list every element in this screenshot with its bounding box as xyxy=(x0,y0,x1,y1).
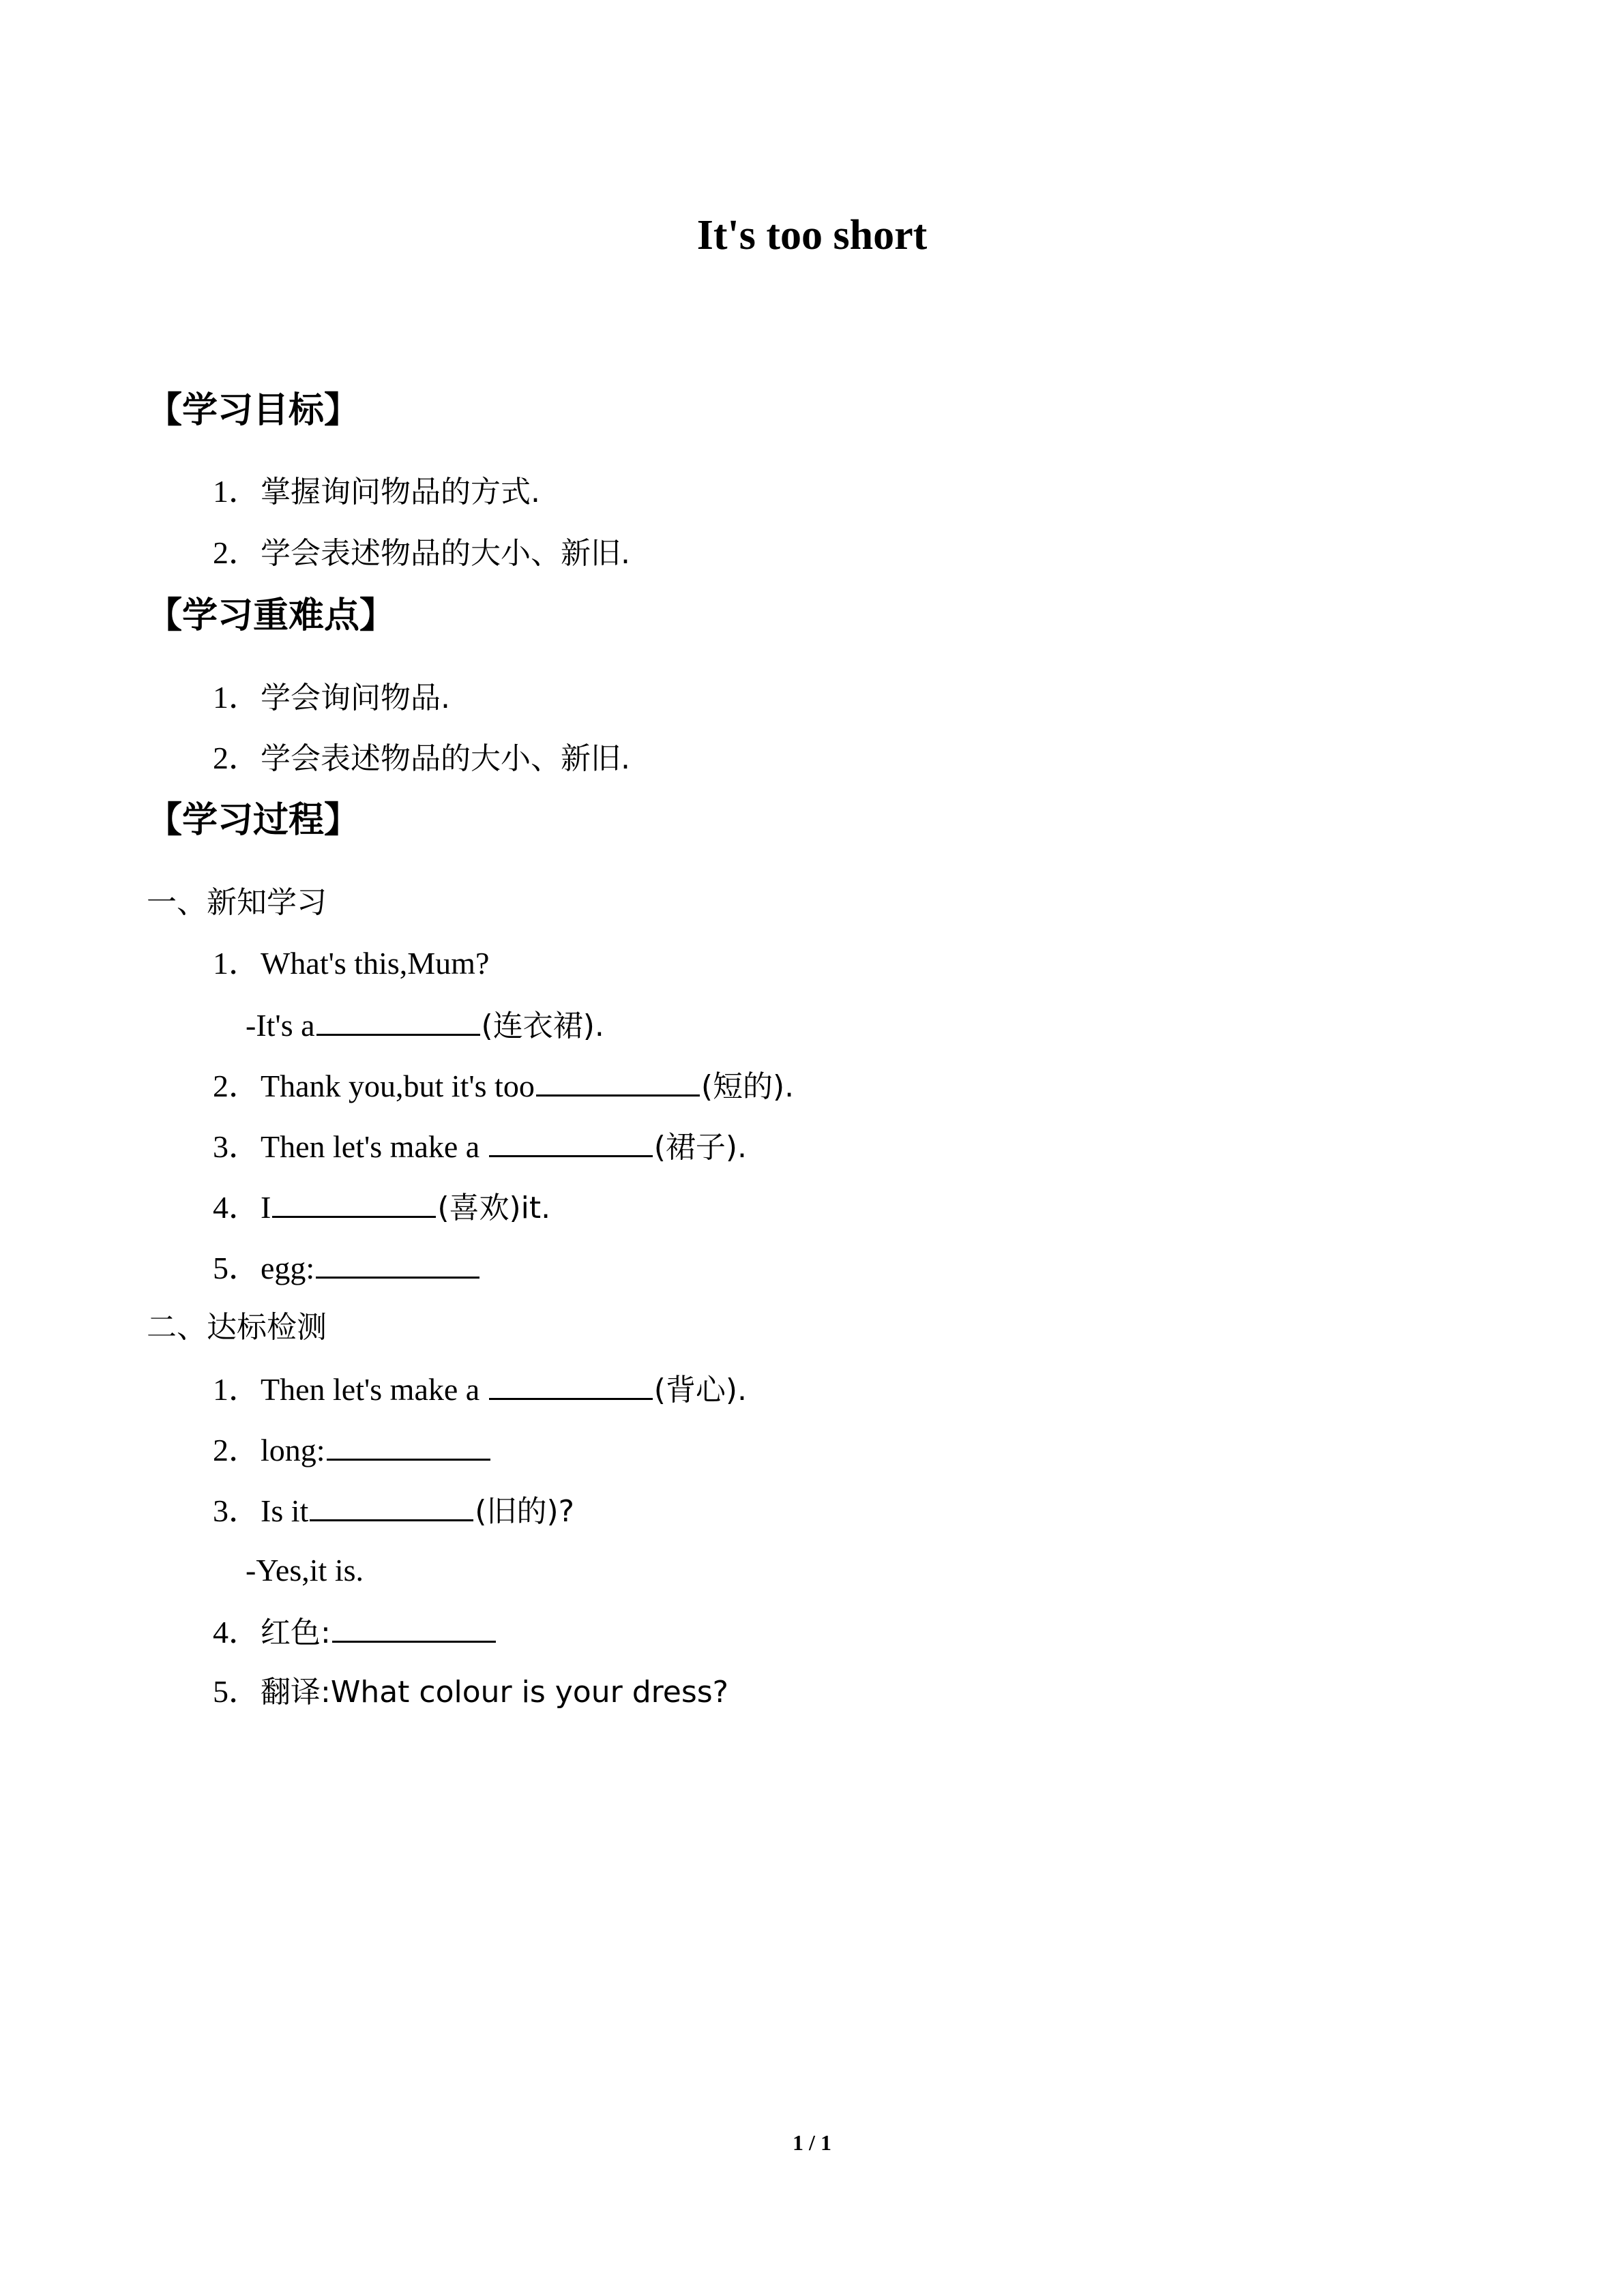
process-heading: 【学习过程】 xyxy=(147,800,360,841)
objective-item-2 xyxy=(213,533,630,574)
item-text: 掌握询问物品的方式. xyxy=(261,475,540,509)
key-point-item-2 xyxy=(213,738,630,779)
question-text: Then let's make a xyxy=(261,1129,488,1164)
question-text: 翻译:What colour is your dress? xyxy=(261,1675,729,1710)
question-hint: (喜欢)it. xyxy=(437,1191,551,1225)
question-text: 红色: xyxy=(261,1615,331,1650)
part1-question-5 xyxy=(213,1247,481,1289)
question-number: 2． xyxy=(213,1069,260,1103)
fill-blank[interactable] xyxy=(489,1368,653,1400)
question-number: 4． xyxy=(213,1615,260,1650)
part1-question-1-answer xyxy=(246,1004,604,1047)
part1-question-2 xyxy=(213,1064,794,1107)
question-hint: (裙子). xyxy=(653,1130,748,1165)
item-number: 2． xyxy=(213,741,260,775)
question-text: I xyxy=(261,1190,271,1225)
question-number: 1． xyxy=(213,1372,260,1407)
part2-question-4 xyxy=(213,1611,497,1654)
fill-blank[interactable] xyxy=(316,1004,480,1036)
part2-question-1 xyxy=(213,1368,747,1411)
question-number: 5． xyxy=(213,1251,260,1285)
question-number: 5． xyxy=(213,1674,260,1709)
part2-question-3-answer: -Yes,it is. xyxy=(246,1553,364,1587)
question-number: 4． xyxy=(213,1190,260,1225)
question-text: egg: xyxy=(261,1251,315,1285)
fill-blank[interactable] xyxy=(310,1489,473,1521)
question-number: 3． xyxy=(213,1493,260,1528)
part1-question-4 xyxy=(213,1186,550,1229)
question-hint: (背心). xyxy=(653,1373,748,1407)
item-text: 学会询问物品. xyxy=(261,681,450,715)
part1-label: 一、新知学习 xyxy=(147,885,327,920)
item-text: 学会表述物品的大小、新旧. xyxy=(261,741,630,776)
part1-question-1 xyxy=(213,943,489,984)
objective-item-1 xyxy=(213,471,540,513)
fill-blank[interactable] xyxy=(332,1611,496,1643)
item-text: 学会表述物品的大小、新旧. xyxy=(261,536,630,571)
fill-blank[interactable] xyxy=(327,1429,490,1461)
question-text: What's this,Mum? xyxy=(261,946,490,981)
fill-blank[interactable] xyxy=(316,1247,479,1279)
item-number: 1． xyxy=(213,680,260,715)
answer-hint: (连衣裙). xyxy=(481,1009,604,1043)
question-number: 3． xyxy=(213,1129,260,1164)
question-text: long: xyxy=(261,1433,325,1467)
item-number: 2． xyxy=(213,535,260,570)
question-text: Thank you,but it's too xyxy=(261,1069,535,1103)
objectives-heading: 【学习目标】 xyxy=(147,390,360,431)
question-text: Is it xyxy=(261,1493,309,1528)
key-point-item-1 xyxy=(213,677,450,719)
answer-prefix: -It's a xyxy=(246,1008,315,1043)
key-points-heading: 【学习重难点】 xyxy=(147,595,396,636)
document-title: It's too short xyxy=(696,212,928,258)
part2-label: 二、达标检测 xyxy=(147,1310,327,1345)
page-number: 1 / 1 xyxy=(793,2130,831,2155)
question-text: Then let's make a xyxy=(261,1372,488,1407)
fill-blank[interactable] xyxy=(489,1125,653,1157)
question-hint: (旧的)? xyxy=(475,1494,574,1529)
part1-question-3 xyxy=(213,1125,747,1168)
part2-question-3 xyxy=(213,1489,574,1532)
question-hint: (短的). xyxy=(700,1069,795,1104)
item-number: 1． xyxy=(213,474,260,509)
fill-blank[interactable] xyxy=(536,1064,700,1097)
part2-question-2 xyxy=(213,1429,492,1471)
part2-question-5 xyxy=(213,1671,728,1713)
question-number: 1． xyxy=(213,946,260,981)
fill-blank[interactable] xyxy=(272,1186,436,1218)
question-number: 2． xyxy=(213,1433,260,1467)
